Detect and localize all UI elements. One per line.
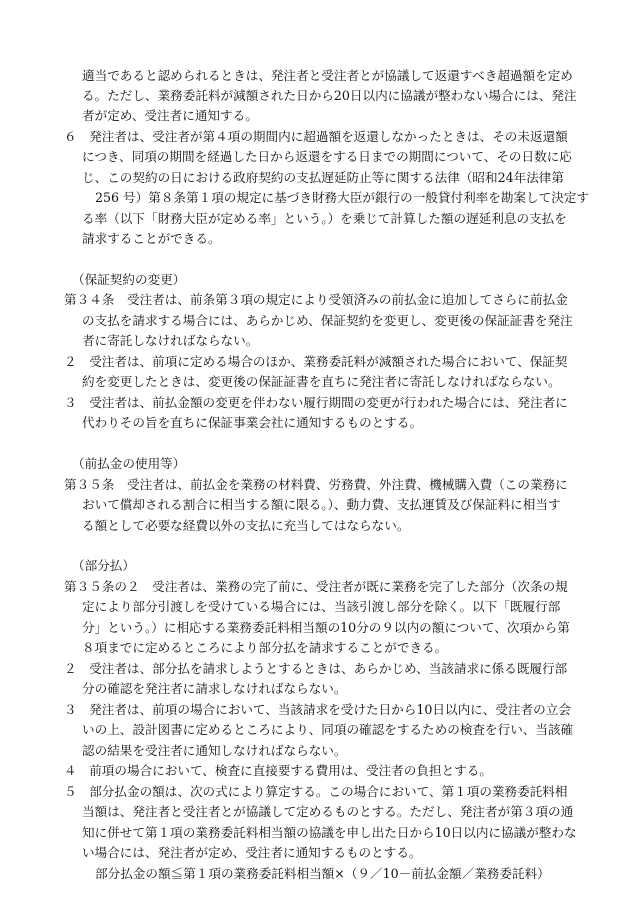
text-line: 約を変更したときは、変更後の保証証書を直ちに発注者に寄託しなければならない。 (82, 374, 561, 389)
formula-line: 部分払金の額≦第１項の業務委託料相当額×（９／10－前払金額／業務委託料） (95, 866, 550, 881)
text-line: 請求することができる。 (82, 231, 221, 246)
text-line: につき、同項の期間を経過した日から返還をする日までの期間について、その日数に応 (82, 149, 572, 164)
article-line: 第３５条の２ 受注者は、業務の完了前に、受注者が既に業務を完了した部分（次条の規 (64, 579, 568, 594)
text-line: 当額は、発注者と受注者とが協議して定めるものとする。ただし、発注者が第３項の通 (82, 804, 574, 819)
text-line: いの上、設計図書に定めるところにより、同項の確認をするための検査を行い、当該確 (82, 722, 574, 737)
clause-item: ４ 前項の場合において、検査に直接要する費用は、受注者の負担とする。 (64, 763, 492, 778)
clause-item: ３ 発注者は、前項の場合において、当該請求を受けた日から10日以内に、受注者の立会 (64, 702, 571, 717)
article-line: 第３５条 受注者は、前払金を業務の材料費、労務費、外注費、機械購入費（この業務に (64, 477, 568, 492)
section-heading: （部分払） (72, 558, 135, 573)
text-line: 者が定め、受注者に通知する。 (82, 108, 258, 123)
text-line: 定により部分引渡しを受けている場合には、当該引渡し部分を除く。以下「既履行部 (82, 599, 561, 614)
section-heading: （前払金の使用等） (72, 456, 186, 471)
section-heading: （保証契約の変更） (72, 272, 186, 287)
text-line: い場合には、発注者が定め、受注者に通知するものとする。 (82, 845, 422, 860)
text-line: 者に寄託しなければならない。 (82, 333, 259, 348)
text-line: 適当であると認められるときは、発注者と受注者とが協議して返還すべき超過額を定め (82, 68, 573, 83)
text-line: る率（以下「財務大臣が定める率」という。）を乗じて計算した額の遅延利息の支払を (82, 211, 567, 226)
clause-item: ２ 受注者は、前項に定める場合のほか、業務委託料が減額された場合において、保証契 (64, 354, 568, 369)
text-line: 256 号）第８条第１項の規定に基づき財務大臣が銀行の一般貸付利率を勘案して決定す (95, 190, 590, 205)
clause-item: ２ 受注者は、部分払を請求しようとするときは、あらかじめ、当該請求に係る既履行部 (64, 661, 568, 676)
text-line: 分」という。）に相応する業務委託料相当額の10分の９以内の額について、次項から第 (82, 620, 570, 635)
text-line: る額として必要な経費以外の支払に充当してはならない。 (82, 518, 410, 533)
text-line: の支払を請求する場合には、あらかじめ、保証契約を変更し、変更後の保証証書を発注 (82, 313, 573, 328)
clause-item: ５ 部分払金の額は、次の式により算定する。この場合において、第１項の業務委託料相 (64, 784, 568, 799)
text-line: る。ただし、業務委託料が減額された日から20日以内に協議が整わない場合には、発注 (82, 88, 577, 103)
clause-item: ３ 受注者は、前払金額の変更を伴わない履行期間の変更が行われた場合には、発注者に (64, 395, 568, 410)
text-line: 知に併せて第１項の業務委託料相当額の協議を申し出た日から10日以内に協議が整わな (82, 825, 577, 840)
text-line: じ、この契約の日における政府契約の支払遅延防止等に関する法律（昭和24年法律第 (82, 170, 564, 185)
text-line: ８項までに定めるところにより部分払を請求することができる。 (82, 640, 448, 655)
text-line: おいて償却される割合に相当する額に限る。）、動力費、支払運賃及び保証料に相当す (82, 497, 561, 512)
text-line: 分の確認を発注者に請求しなければならない。 (82, 681, 347, 696)
clause-item: ６ 発注者は、受注者が第４項の期間内に超過額を返還しなかったときは、その未返還額 (64, 129, 568, 144)
text-line: 認の結果を受注者に通知しなければならない。 (82, 743, 347, 758)
article-line: 第３４条 受注者は、前条第３項の規定により受領済みの前払金に追加してさらに前払金 (64, 292, 568, 307)
text-line: 代わりその旨を直ちに保証事業会社に通知するものとする。 (82, 415, 423, 430)
